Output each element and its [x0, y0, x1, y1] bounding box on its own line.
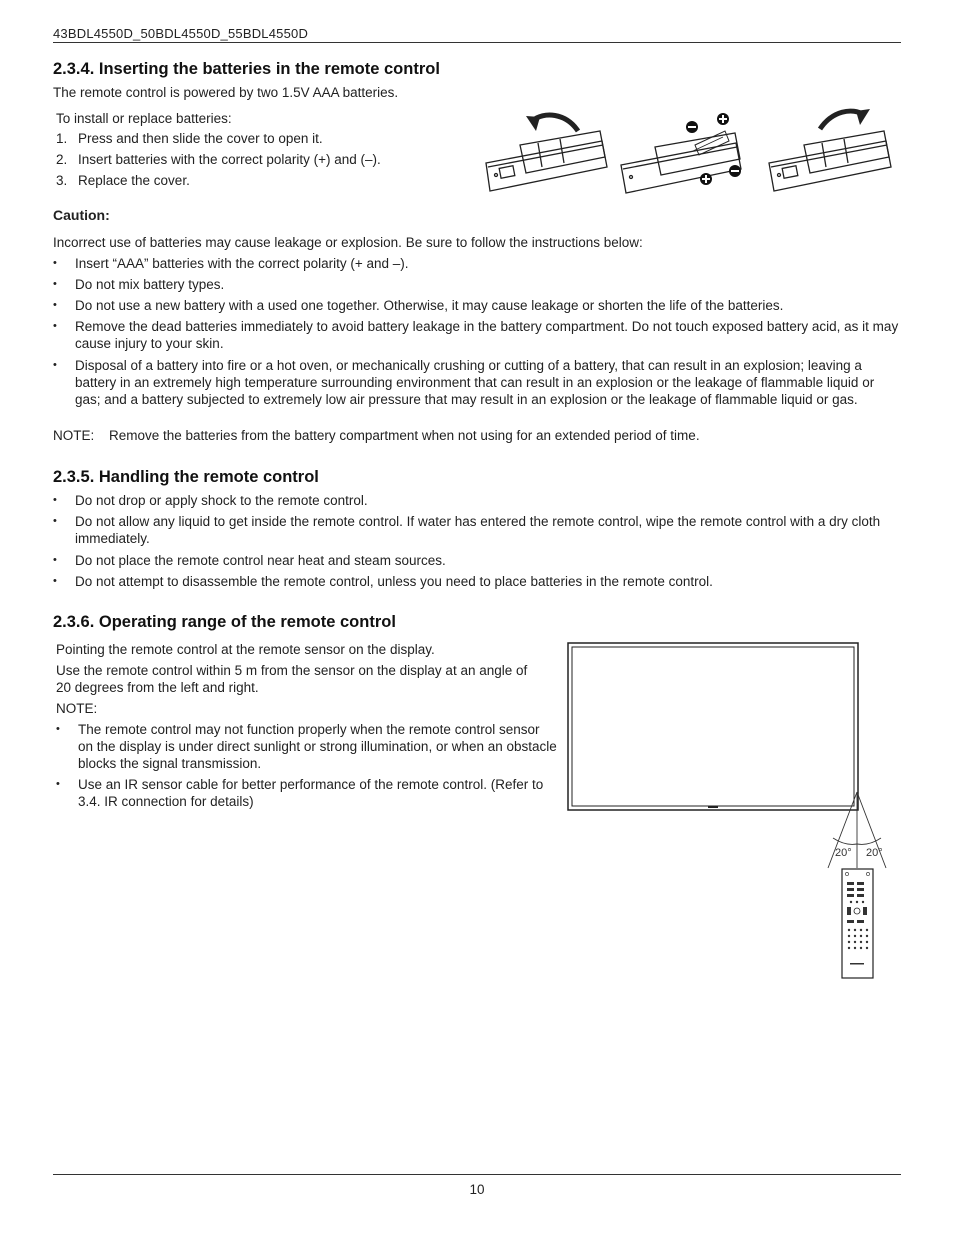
operating-range-diagram [565, 640, 895, 985]
angle-label-right: 20° [866, 847, 883, 859]
angle-label-left: 20° [835, 847, 852, 859]
step-number: 2. [56, 152, 68, 167]
section-title-2-3-4: 2.3.4. Inserting the batteries in the remote control [53, 60, 440, 78]
page-number: 10 [469, 1182, 485, 1197]
document-model-header: 43BDL4550D_50BDL4550D_55BDL4550D [53, 26, 309, 41]
battery-intro: The remote control is powered by two 1.5V AAA batteries. [53, 85, 399, 100]
step-number: 1. [56, 131, 68, 146]
step-text: Replace the cover. [78, 173, 190, 188]
note-text: Remove the batteries from the battery compartment when not using for an extended period of time. [109, 428, 700, 443]
caution-label: Caution: [53, 207, 110, 223]
battery-install-illustration [480, 105, 900, 200]
remote-control-icon [842, 869, 873, 978]
section-title-2-3-5: 2.3.5. Handling the remote control [53, 468, 319, 486]
display-outline [568, 643, 858, 810]
range-paragraph-2: Use the remote control within 5 m from the sensor on the display at an angle of 20 degrees from the left and right. [56, 663, 528, 695]
install-intro: To install or replace batteries: [56, 111, 232, 126]
step-text: Press and then slide the cover to open it. [78, 131, 323, 146]
note-label: NOTE: [53, 428, 95, 443]
step-text: Insert batteries with the correct polarity (+) and (–). [78, 152, 381, 167]
caution-text: Incorrect use of batteries may cause leakage or explosion. Be sure to follow the instructions below: [53, 235, 643, 250]
section-title-2-3-6: 2.3.6. Operating range of the remote control [53, 613, 396, 631]
footer-rule [53, 1174, 901, 1175]
step-number: 3. [56, 173, 68, 188]
range-note-label: NOTE: [56, 701, 98, 716]
range-paragraph-1: Pointing the remote control at the remote sensor on the display. [56, 642, 435, 657]
header-rule [53, 42, 901, 43]
